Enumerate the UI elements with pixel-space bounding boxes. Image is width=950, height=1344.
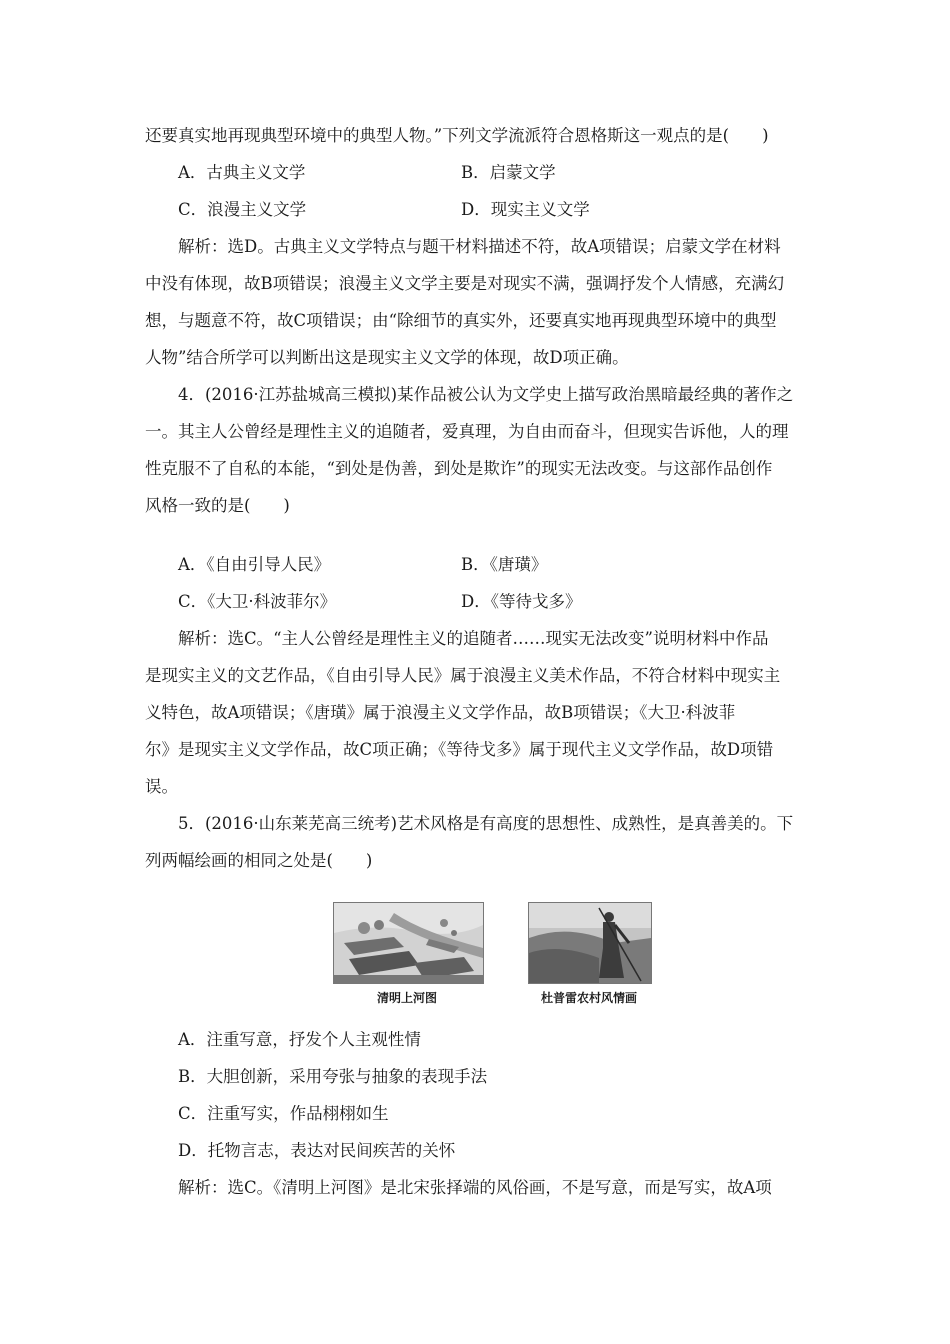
q4-stem-line: 4．(2016·江苏盐城高三模拟)某作品被公认为文学史上描写政治黑暗最经典的著作之 <box>178 385 794 404</box>
q4-stem-line: 风格一致的是( ) <box>145 496 290 515</box>
q4-analysis-line: 是现实主义的文艺作品，《自由引导人民》属于浪漫主义美术作品，不符合材料中现实主 <box>145 666 781 685</box>
q4-option-b: B．《唐璜》 <box>461 555 548 574</box>
qingming-painting-drawing <box>334 903 483 983</box>
q3-analysis-line: 中没有体现，故B项错误；浪漫主义文学主要是对现实不满，强调抒发个人情感，充满幻 <box>145 274 785 293</box>
q3-option-a: A．古典主义文学 <box>178 163 306 182</box>
q3-option-d: D．现实主义文学 <box>461 200 590 219</box>
q5-stem-line: 5．(2016·山东莱芜高三统考)艺术风格是有高度的思想性、成熟性，是真善美的。下 <box>178 814 794 833</box>
q4-analysis-line: 义特色，故A项错误；《唐璜》属于浪漫主义文学作品，故B项错误；《大卫·科波菲 <box>145 703 736 722</box>
dupre-painting <box>528 902 652 984</box>
q5-stem-line: 列两幅绘画的相同之处是( ) <box>145 851 373 870</box>
q5-option-b: B．大胆创新，采用夸张与抽象的表现手法 <box>178 1067 488 1086</box>
q5-option-d: D．托物言志，表达对民间疾苦的关怀 <box>178 1141 456 1160</box>
q5-analysis-line: 解析：选C。《清明上河图》是北宋张择端的风俗画，不是写意，而是写实，故A项 <box>178 1178 772 1197</box>
q5-option-c: C．注重写实，作品栩栩如生 <box>178 1104 389 1123</box>
q3-option-c: C．浪漫主义文学 <box>178 200 307 219</box>
q4-option-d: D．《等待戈多》 <box>461 592 582 611</box>
q3-analysis-line: 想，与题意不符，故C项错误；由“除细节的真实外，还要真实地再现典型环境中的典型 <box>145 311 777 330</box>
q4-analysis-line: 尔》是现实主义文学作品，故C项正确；《等待戈多》属于现代主义文学作品，故D项错 <box>145 740 774 759</box>
dupre-painting-drawing <box>529 903 651 983</box>
figure-caption: 杜普雷农村风情画 <box>541 991 638 1005</box>
q4-option-a: A．《自由引导人民》 <box>178 555 331 574</box>
q3-option-b: B．启蒙文学 <box>461 163 556 182</box>
q4-stem-line: 一。其主人公曾经是理性主义的追随者，爱真理，为自由而奋斗，但现实告诉他，人的理 <box>145 422 789 441</box>
figure-caption: 清明上河图 <box>377 991 438 1005</box>
q4-option-c: C．《大卫·科波菲尔》 <box>178 592 337 611</box>
q3-stem-tail: 还要真实地再现典型环境中的典型人物。”下列文学流派符合恩格斯这一观点的是( ) <box>145 126 769 145</box>
q4-analysis-line: 误。 <box>145 777 178 796</box>
q5-option-a: A．注重写意，抒发个人主观性情 <box>178 1030 421 1049</box>
qingming-painting <box>333 902 484 984</box>
q4-analysis-line: 解析：选C。“主人公曾经是理性主义的追随者……现实无法改变”说明材料中作品 <box>178 629 769 648</box>
q3-analysis-line: 人物”结合所学可以判断出这是现实主义文学的体现，故D项正确。 <box>145 348 629 367</box>
q4-stem-line: 性克服不了自私的本能，“到处是伪善，到处是欺诈”的现实无法改变。与这部作品创作 <box>145 459 773 478</box>
q3-analysis-line: 解析：选D。古典主义文学特点与题干材料描述不符，故A项错误；启蒙文学在材料 <box>178 237 781 256</box>
